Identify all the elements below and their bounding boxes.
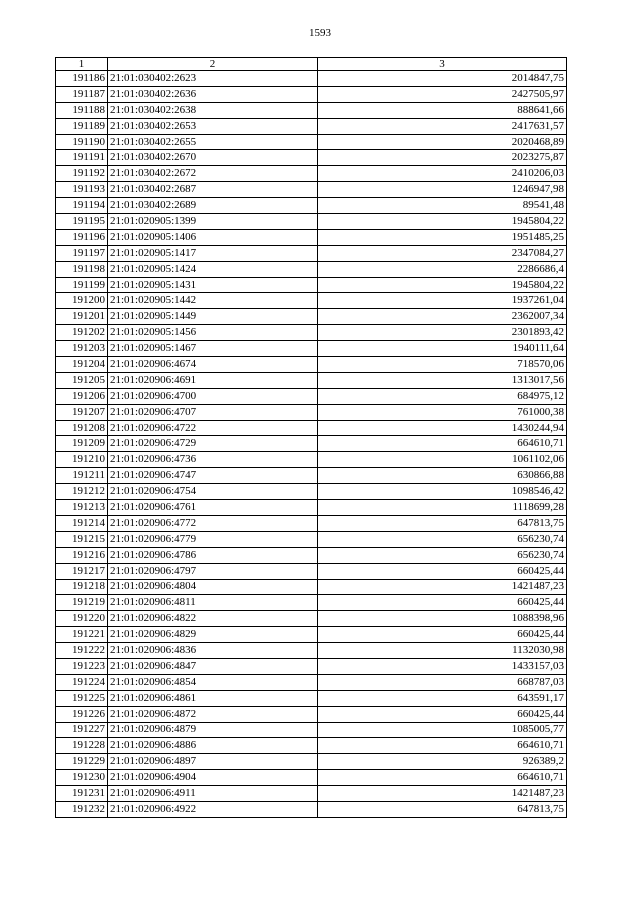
value-cell: 926389,2	[318, 754, 567, 770]
value-cell: 1937261,04	[318, 293, 567, 309]
value-cell: 656230,74	[318, 531, 567, 547]
row-number-cell: 191231	[56, 786, 108, 802]
value-cell: 1246947,98	[318, 182, 567, 198]
table-row	[56, 166, 567, 182]
row-number-cell: 191191	[56, 150, 108, 166]
value-cell: 1421487,23	[318, 786, 567, 802]
row-number-cell: 191190	[56, 134, 108, 150]
cadastral-number-cell: 21:01:020906:4829	[108, 627, 318, 643]
value-cell: 761000,38	[318, 404, 567, 420]
cadastral-number-cell: 21:01:020906:4797	[108, 563, 318, 579]
row-number-cell: 191201	[56, 309, 108, 325]
table-row	[56, 690, 567, 706]
value-cell: 684975,12	[318, 388, 567, 404]
row-number-cell: 191220	[56, 611, 108, 627]
table-row	[56, 71, 567, 87]
cadastral-number-cell: 21:01:020906:4804	[108, 579, 318, 595]
column-header-2: 2	[108, 58, 318, 71]
cadastral-number-cell: 21:01:020906:4847	[108, 658, 318, 674]
value-cell: 1085005,77	[318, 722, 567, 738]
value-cell: 1132030,98	[318, 643, 567, 659]
column-header-3: 3	[318, 58, 567, 71]
table-header-row	[56, 58, 567, 71]
value-cell: 89541,48	[318, 198, 567, 214]
value-cell: 2427505,97	[318, 86, 567, 102]
row-number-cell: 191222	[56, 643, 108, 659]
cadastral-number-cell: 21:01:020906:4922	[108, 801, 318, 817]
table-row	[56, 801, 567, 817]
value-cell: 647813,75	[318, 801, 567, 817]
table-body	[56, 71, 567, 818]
value-cell: 660425,44	[318, 595, 567, 611]
row-number-cell: 191228	[56, 738, 108, 754]
table-row	[56, 245, 567, 261]
table-row	[56, 214, 567, 230]
table-row	[56, 627, 567, 643]
value-cell: 1098546,42	[318, 484, 567, 500]
cadastral-number-cell: 21:01:020906:4722	[108, 420, 318, 436]
cadastral-number-cell: 21:01:020906:4879	[108, 722, 318, 738]
table-row	[56, 515, 567, 531]
value-cell: 656230,74	[318, 547, 567, 563]
table-row	[56, 468, 567, 484]
table-row	[56, 261, 567, 277]
cadastral-number-cell: 21:01:020906:4854	[108, 674, 318, 690]
row-number-cell: 191225	[56, 690, 108, 706]
cadastral-number-cell: 21:01:030402:2638	[108, 102, 318, 118]
row-number-cell: 191213	[56, 500, 108, 516]
cadastral-number-cell: 21:01:020906:4736	[108, 452, 318, 468]
cadastral-number-cell: 21:01:020905:1449	[108, 309, 318, 325]
row-number-cell: 191214	[56, 515, 108, 531]
value-cell: 664610,71	[318, 738, 567, 754]
row-number-cell: 191219	[56, 595, 108, 611]
cadastral-number-cell: 21:01:020906:4822	[108, 611, 318, 627]
cadastral-number-cell: 21:01:020905:1467	[108, 341, 318, 357]
table-row	[56, 341, 567, 357]
value-cell: 2023275,87	[318, 150, 567, 166]
row-number-cell: 191212	[56, 484, 108, 500]
row-number-cell: 191221	[56, 627, 108, 643]
row-number-cell: 191209	[56, 436, 108, 452]
value-cell: 718570,06	[318, 357, 567, 373]
row-number-cell: 191196	[56, 229, 108, 245]
row-number-cell: 191199	[56, 277, 108, 293]
cadastral-number-cell: 21:01:030402:2687	[108, 182, 318, 198]
value-cell: 664610,71	[318, 436, 567, 452]
row-number-cell: 191187	[56, 86, 108, 102]
cadastral-number-cell: 21:01:020906:4700	[108, 388, 318, 404]
row-number-cell: 191207	[56, 404, 108, 420]
table-row	[56, 547, 567, 563]
value-cell: 660425,44	[318, 563, 567, 579]
value-cell: 2301893,42	[318, 325, 567, 341]
cadastral-number-cell: 21:01:020906:4707	[108, 404, 318, 420]
row-number-cell: 191223	[56, 658, 108, 674]
cadastral-number-cell: 21:01:020906:4904	[108, 770, 318, 786]
value-cell: 1433157,03	[318, 658, 567, 674]
value-cell: 1430244,94	[318, 420, 567, 436]
table-row	[56, 452, 567, 468]
cadastral-number-cell: 21:01:020906:4861	[108, 690, 318, 706]
value-cell: 630866,88	[318, 468, 567, 484]
row-number-cell: 191193	[56, 182, 108, 198]
table-row	[56, 357, 567, 373]
value-cell: 1421487,23	[318, 579, 567, 595]
cadastral-number-cell: 21:01:020906:4674	[108, 357, 318, 373]
cadastral-number-cell: 21:01:020906:4779	[108, 531, 318, 547]
value-cell: 647813,75	[318, 515, 567, 531]
column-header-1: 1	[56, 58, 108, 71]
table-row	[56, 182, 567, 198]
cadastral-number-cell: 21:01:020905:1406	[108, 229, 318, 245]
cadastral-number-cell: 21:01:020905:1431	[108, 277, 318, 293]
table-row	[56, 643, 567, 659]
row-number-cell: 191203	[56, 341, 108, 357]
value-cell: 1118699,28	[318, 500, 567, 516]
row-number-cell: 191208	[56, 420, 108, 436]
row-number-cell: 191227	[56, 722, 108, 738]
table-row	[56, 786, 567, 802]
table-row	[56, 674, 567, 690]
table-row	[56, 277, 567, 293]
value-cell: 888641,66	[318, 102, 567, 118]
cadastral-number-cell: 21:01:030402:2670	[108, 150, 318, 166]
cadastral-number-cell: 21:01:030402:2623	[108, 71, 318, 87]
cadastral-number-cell: 21:01:020906:4747	[108, 468, 318, 484]
row-number-cell: 191210	[56, 452, 108, 468]
table-row	[56, 500, 567, 516]
table-row	[56, 134, 567, 150]
value-cell: 1313017,56	[318, 372, 567, 388]
row-number-cell: 191215	[56, 531, 108, 547]
row-number-cell: 191218	[56, 579, 108, 595]
row-number-cell: 191195	[56, 214, 108, 230]
table-row	[56, 436, 567, 452]
value-cell: 1088398,96	[318, 611, 567, 627]
table-row	[56, 404, 567, 420]
value-cell: 2417631,57	[318, 118, 567, 134]
table-row	[56, 420, 567, 436]
cadastral-number-cell: 21:01:030402:2655	[108, 134, 318, 150]
row-number-cell: 191189	[56, 118, 108, 134]
value-cell: 1945804,22	[318, 277, 567, 293]
value-cell: 1945804,22	[318, 214, 567, 230]
table-row	[56, 86, 567, 102]
cadastral-number-cell: 21:01:020905:1456	[108, 325, 318, 341]
row-number-cell: 191229	[56, 754, 108, 770]
value-cell: 1951485,25	[318, 229, 567, 245]
row-number-cell: 191216	[56, 547, 108, 563]
row-number-cell: 191200	[56, 293, 108, 309]
page-number: 1593	[309, 27, 331, 39]
table-row	[56, 309, 567, 325]
value-cell: 668787,03	[318, 674, 567, 690]
cadastral-number-cell: 21:01:020905:1424	[108, 261, 318, 277]
table-row	[56, 658, 567, 674]
row-number-cell: 191192	[56, 166, 108, 182]
table-row	[56, 611, 567, 627]
table-row	[56, 595, 567, 611]
cadastral-number-cell: 21:01:030402:2636	[108, 86, 318, 102]
table-row	[56, 372, 567, 388]
cadastral-number-cell: 21:01:020906:4872	[108, 706, 318, 722]
table-row	[56, 706, 567, 722]
row-number-cell: 191224	[56, 674, 108, 690]
table-row	[56, 293, 567, 309]
cadastral-number-cell: 21:01:030402:2689	[108, 198, 318, 214]
row-number-cell: 191197	[56, 245, 108, 261]
cadastral-number-cell: 21:01:020906:4836	[108, 643, 318, 659]
row-number-cell: 191188	[56, 102, 108, 118]
table-row	[56, 722, 567, 738]
value-cell: 2347084,27	[318, 245, 567, 261]
cadastral-number-cell: 21:01:020905:1399	[108, 214, 318, 230]
value-cell: 2410206,03	[318, 166, 567, 182]
value-cell: 643591,17	[318, 690, 567, 706]
row-number-cell: 191206	[56, 388, 108, 404]
cadastral-number-cell: 21:01:020906:4761	[108, 500, 318, 516]
cadastral-number-cell: 21:01:020906:4897	[108, 754, 318, 770]
table-row	[56, 102, 567, 118]
row-number-cell: 191217	[56, 563, 108, 579]
value-cell: 1940111,64	[318, 341, 567, 357]
value-cell: 2020468,89	[318, 134, 567, 150]
value-cell: 664610,71	[318, 770, 567, 786]
table-row	[56, 579, 567, 595]
table-row	[56, 118, 567, 134]
table-row	[56, 754, 567, 770]
cadastral-number-cell: 21:01:020905:1417	[108, 245, 318, 261]
row-number-cell: 191205	[56, 372, 108, 388]
table-row	[56, 738, 567, 754]
cadastral-number-cell: 21:01:030402:2672	[108, 166, 318, 182]
table-row	[56, 563, 567, 579]
table-row	[56, 770, 567, 786]
registry-table	[55, 57, 567, 818]
cadastral-number-cell: 21:01:020906:4772	[108, 515, 318, 531]
row-number-cell: 191204	[56, 357, 108, 373]
table-row	[56, 198, 567, 214]
table-row	[56, 150, 567, 166]
table-row	[56, 484, 567, 500]
cadastral-number-cell: 21:01:030402:2653	[108, 118, 318, 134]
table-row	[56, 531, 567, 547]
value-cell: 1061102,06	[318, 452, 567, 468]
cadastral-number-cell: 21:01:020906:4786	[108, 547, 318, 563]
row-number-cell: 191232	[56, 801, 108, 817]
cadastral-number-cell: 21:01:020906:4754	[108, 484, 318, 500]
table-row	[56, 388, 567, 404]
row-number-cell: 191211	[56, 468, 108, 484]
value-cell: 660425,44	[318, 627, 567, 643]
row-number-cell: 191198	[56, 261, 108, 277]
table-row	[56, 325, 567, 341]
value-cell: 2362007,34	[318, 309, 567, 325]
cadastral-number-cell: 21:01:020906:4911	[108, 786, 318, 802]
row-number-cell: 191202	[56, 325, 108, 341]
value-cell: 2014847,75	[318, 71, 567, 87]
value-cell: 2286686,4	[318, 261, 567, 277]
cadastral-number-cell: 21:01:020906:4811	[108, 595, 318, 611]
row-number-cell: 191186	[56, 71, 108, 87]
cadastral-number-cell: 21:01:020906:4886	[108, 738, 318, 754]
row-number-cell: 191194	[56, 198, 108, 214]
row-number-cell: 191230	[56, 770, 108, 786]
cadastral-number-cell: 21:01:020905:1442	[108, 293, 318, 309]
cadastral-number-cell: 21:01:020906:4691	[108, 372, 318, 388]
value-cell: 660425,44	[318, 706, 567, 722]
table-row	[56, 229, 567, 245]
row-number-cell: 191226	[56, 706, 108, 722]
cadastral-number-cell: 21:01:020906:4729	[108, 436, 318, 452]
